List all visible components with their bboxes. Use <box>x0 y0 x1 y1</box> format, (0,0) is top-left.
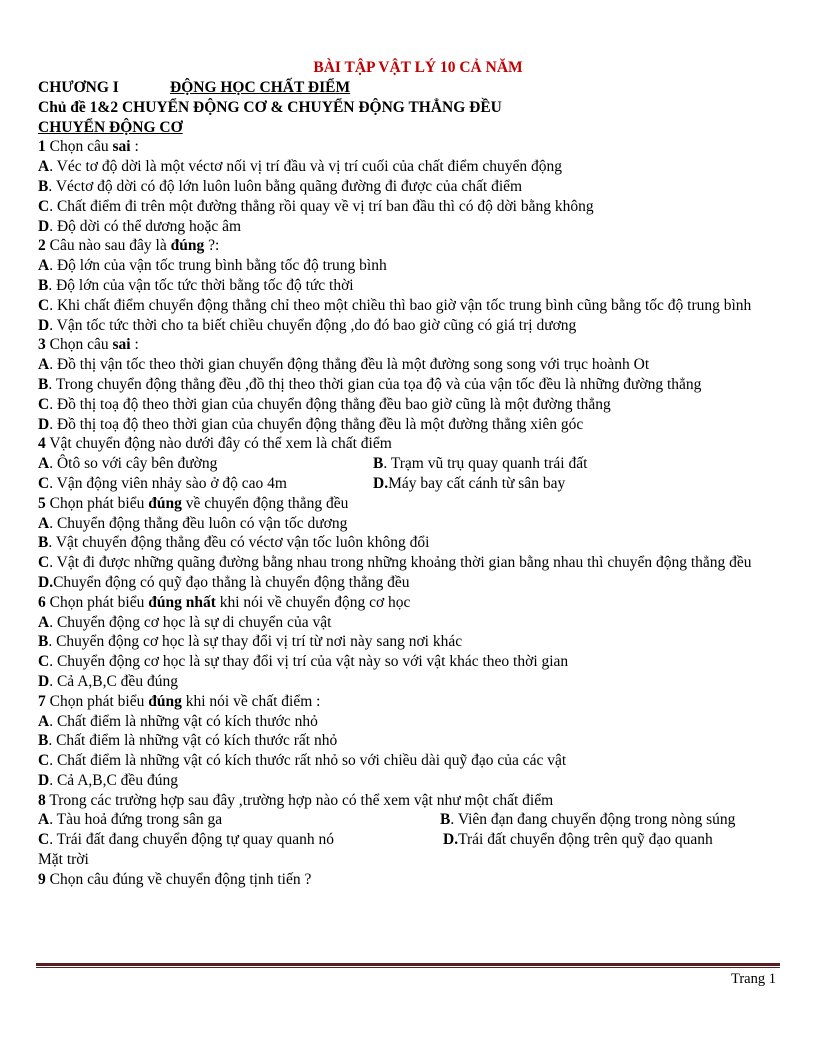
option-text: . Véc tơ độ dời là một véctơ nối vị trí đầu và vị trí cuối của chất điểm chuyển động <box>49 158 563 176</box>
question-text: Chọn phát biểu <box>45 494 149 512</box>
option-letter: D <box>38 672 50 690</box>
option-4a <box>38 454 373 474</box>
option-letter: C <box>38 554 50 572</box>
question-text: Câu nào sau đây là <box>45 237 171 255</box>
option-text: . Ôtô so với cây bên đường <box>49 455 218 473</box>
question-text-end: khi nói về chuyển động cơ học <box>215 593 411 611</box>
option-letter: D <box>38 415 50 433</box>
question-5 <box>38 494 778 514</box>
question-keyword: đúng <box>170 237 205 255</box>
option-text: Máy bay cất cánh từ sân bay <box>388 474 566 492</box>
chapter-label: CHƯƠNG I <box>38 79 119 96</box>
option-letter: B <box>38 534 49 552</box>
option-text: . Độ dời có thể dương hoặc âm <box>49 217 242 235</box>
option-8c <box>38 830 443 850</box>
option-6a <box>38 613 778 633</box>
option-text: . Chuyển động cơ học là sự thay đổi vị trí từ nơi này sang nơi khác <box>48 633 463 651</box>
option-letter: A <box>38 712 50 730</box>
option-letter: A <box>38 257 50 275</box>
option-text: . Vật đi được những quãng đường bằng nhau trong những khoảng thời gian bằng nhau thì chuyển động thẳng đều <box>49 554 752 572</box>
option-text: . Chất điểm là những vật có kích thước nhỏ <box>49 712 318 730</box>
question-8 <box>38 791 778 811</box>
option-text: . Chất điểm là những vật có kích thước rất nhỏ <box>48 732 338 750</box>
option-row-4ab <box>38 454 778 474</box>
chapter-name: ĐỘNG HỌC CHẤT ĐIỂM <box>170 79 351 96</box>
question-text: Chọn câu <box>45 336 113 354</box>
option-text: . Cả A,B,C đều đúng <box>49 672 178 690</box>
option-text: . Chất điểm đi trên một đường thẳng rồi quay về vị trí ban đầu thì có độ dời bằng không <box>49 197 594 215</box>
page-number: Trang 1 <box>731 971 776 987</box>
question-keyword: đúng <box>148 692 182 710</box>
question-keyword: đúng <box>148 494 182 512</box>
option-letter: B <box>38 732 49 750</box>
option-text: . Độ lớn của vận tốc tức thời bằng tốc độ tức thời <box>48 276 354 294</box>
question-number: 8 <box>38 791 46 809</box>
question-number: 2 <box>38 237 46 255</box>
option-text: . Trong chuyển động thẳng đều ,đồ thị theo thời gian của tọa độ và của vận tốc đều là những đường thẳng <box>48 375 702 393</box>
option-text: . Chuyển động cơ học là sự thay đổi vị trí của vật này so với vật khác theo thời gian <box>49 653 569 671</box>
option-letter: D <box>38 217 50 235</box>
option-text: . Độ lớn của vận tốc trung bình bằng tốc độ trung bình <box>49 257 387 275</box>
option-letter: D <box>38 771 50 789</box>
option-letter: B <box>38 177 49 195</box>
option-4b <box>373 454 587 474</box>
option-letter: A <box>38 158 50 176</box>
option-row-8cd <box>38 830 778 850</box>
option-1c <box>38 197 778 217</box>
option-6d <box>38 672 778 692</box>
document-page <box>38 58 778 890</box>
question-number: 5 <box>38 494 46 512</box>
chapter-heading <box>38 78 778 98</box>
option-letter: A <box>38 356 50 374</box>
option-3c <box>38 395 778 415</box>
question-text: Vật chuyển động nào dưới đây có thể xem là chất điểm <box>45 435 392 453</box>
option-text: . Véctơ độ dời có độ lớn luôn luôn bằng quãng đường đi được của chất điểm <box>48 177 523 195</box>
question-4 <box>38 434 778 454</box>
option-6b <box>38 632 778 652</box>
option-text: . Tàu hoả đứng trong sân ga <box>49 811 223 829</box>
option-letter: A <box>38 811 50 829</box>
question-number: 3 <box>38 336 46 354</box>
question-6 <box>38 593 778 613</box>
option-4d <box>373 474 565 494</box>
option-2a <box>38 256 778 276</box>
option-letter: C <box>38 831 50 849</box>
option-text: . Chất điểm là những vật có kích thước rất nhỏ so với chiều dài quỹ đạo của các vật <box>49 752 567 770</box>
option-2b <box>38 276 778 296</box>
footer-rule-thin <box>36 967 780 968</box>
question-keyword: sai <box>112 138 131 156</box>
option-1d <box>38 217 778 237</box>
option-1b <box>38 177 778 197</box>
option-letter: D. <box>373 474 389 492</box>
option-8d <box>443 830 713 850</box>
question-keyword: sai <box>112 336 131 354</box>
option-letter: D. <box>38 573 54 591</box>
option-text: . Đồ thị vận tốc theo thời gian chuyển động thẳng đều là một đường song song với trục hoành Ot <box>49 356 650 374</box>
option-text: . Khi chất điểm chuyển động thẳng chỉ theo một chiều thì bao giờ vận tốc trung bình cũng bằng tốc độ trung bình <box>49 296 752 314</box>
question-text-end: về chuyển động thẳng đều <box>181 494 349 512</box>
footer-rule-thick <box>36 963 780 966</box>
option-text: . Cả A,B,C đều đúng <box>49 771 178 789</box>
option-letter: A <box>38 514 50 532</box>
question-text: Chọn phát biểu <box>45 593 149 611</box>
option-letter: B <box>373 455 384 473</box>
option-5d <box>38 573 778 593</box>
option-5c <box>38 553 778 573</box>
option-text: Trái đất chuyển động trên quỹ đạo quanh <box>458 831 713 849</box>
option-2d <box>38 316 778 336</box>
option-7a <box>38 712 778 732</box>
question-number: 1 <box>38 138 46 156</box>
option-8d-continued: Mặt trời <box>38 851 89 869</box>
option-8b <box>440 810 735 830</box>
question-2 <box>38 236 778 256</box>
option-7c <box>38 751 778 771</box>
option-7d <box>38 771 778 791</box>
option-letter: C <box>38 395 50 413</box>
option-text: . Vận tốc tức thời cho ta biết chiều chuyển động ,do đó bao giờ cũng có giá trị dương <box>49 316 577 334</box>
question-1 <box>38 137 778 157</box>
question-text-end: : <box>130 138 139 156</box>
question-text-end: ?: <box>204 237 220 255</box>
option-8a <box>38 810 440 830</box>
option-6c <box>38 652 778 672</box>
option-text: . Đồ thị toạ độ theo thời gian của chuyển động thẳng đều là một đường thẳng xiên góc <box>49 415 584 433</box>
question-text: Chọn câu <box>45 138 113 156</box>
option-letter: B <box>38 276 49 294</box>
option-letter: C <box>38 197 50 215</box>
question-9 <box>38 870 778 890</box>
option-letter: A <box>38 613 50 631</box>
question-text-end: khi nói về chất điểm : <box>181 692 321 710</box>
option-text: . Vật chuyển động thẳng đều có véctơ vận tốc luôn không đổi <box>48 534 430 552</box>
section-heading: CHUYỂN ĐỘNG CƠ <box>38 118 183 136</box>
question-number: 6 <box>38 593 46 611</box>
option-row-8ab <box>38 810 778 830</box>
topic-heading: Chủ đề 1&2 CHUYỂN ĐỘNG CƠ & CHUYỂN ĐỘNG THẲNG ĐỀU <box>38 98 502 116</box>
option-letter: C <box>38 474 50 492</box>
question-text: Chọn phát biểu <box>45 692 149 710</box>
question-number: 9 <box>38 870 46 888</box>
option-text: . Chuyển động cơ học là sự di chuyển của vật <box>49 613 332 631</box>
option-5a <box>38 514 778 534</box>
option-text: . Trạm vũ trụ quay quanh trái đất <box>383 455 588 473</box>
option-text: Chuyển động có quỹ đạo thẳng là chuyển động thẳng đều <box>53 573 410 591</box>
option-1a <box>38 157 778 177</box>
option-4c <box>38 474 373 494</box>
option-letter: C <box>38 752 50 770</box>
option-letter: A <box>38 455 50 473</box>
option-text: . Đồ thị toạ độ theo thời gian của chuyển động thẳng đều bao giờ cũng là một đường thẳng <box>49 395 611 413</box>
question-keyword: đúng nhất <box>148 593 216 611</box>
option-text: . Trái đất đang chuyển động tự quay quanh nó <box>49 831 334 849</box>
option-letter: D <box>38 316 50 334</box>
question-3 <box>38 335 778 355</box>
option-letter: B <box>440 811 451 829</box>
option-letter: C <box>38 296 50 314</box>
option-letter: C <box>38 653 50 671</box>
question-text-end: : <box>130 336 139 354</box>
option-text: . Vận động viên nhảy sào ở độ cao 4m <box>49 474 287 492</box>
option-2c <box>38 296 778 316</box>
option-3b <box>38 375 778 395</box>
option-7b <box>38 731 778 751</box>
question-text: Trong các trường hợp sau đây ,trường hợp nào có thể xem vật như một chất điểm <box>45 791 554 809</box>
option-letter: B <box>38 633 49 651</box>
option-5b <box>38 533 778 553</box>
question-number: 4 <box>38 435 46 453</box>
question-number: 7 <box>38 692 46 710</box>
option-letter: B <box>38 375 49 393</box>
option-row-4cd <box>38 474 778 494</box>
document-title: BÀI TẬP VẬT LÝ 10 CẢ NĂM <box>313 59 523 76</box>
option-3d <box>38 415 778 435</box>
option-text: . Chuyển động thẳng đều luôn có vận tốc dương <box>49 514 348 532</box>
question-7 <box>38 692 778 712</box>
question-text: Chọn câu đúng về chuyển động tịnh tiến ? <box>45 870 312 888</box>
option-text: . Viên đạn đang chuyển động trong nòng súng <box>450 811 736 829</box>
option-letter: D. <box>443 831 459 849</box>
option-3a <box>38 355 778 375</box>
footer-rule <box>36 963 780 968</box>
